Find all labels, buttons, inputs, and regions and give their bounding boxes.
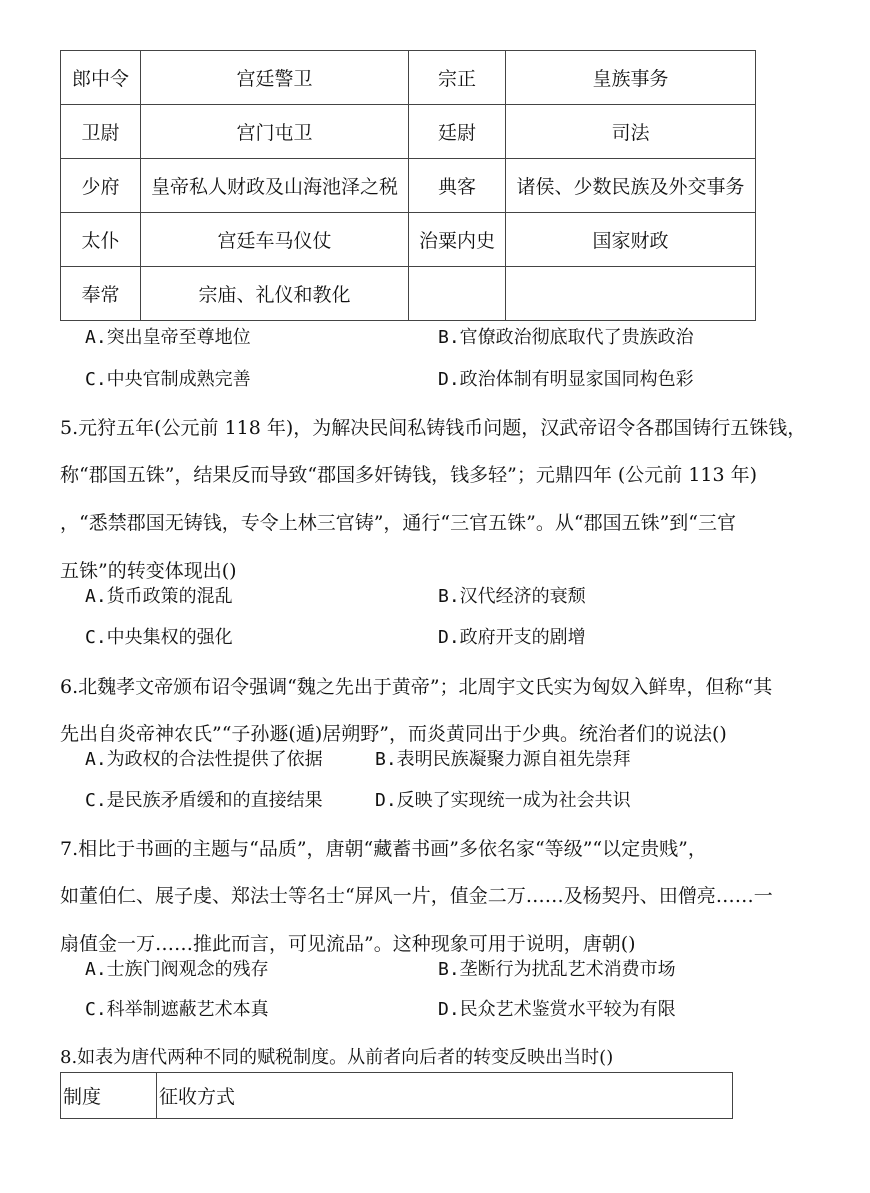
q5-line-4: 五铢”的转变体现出() (60, 560, 237, 582)
q5-option-d: D.政府开支的剧增 (438, 627, 586, 648)
office-duty-cell: 宫门屯卫 (141, 105, 409, 159)
office-duty-cell: 皇帝私人财政及山海池泽之税 (141, 159, 409, 213)
table-row (61, 105, 756, 159)
office-name-cell: 奉常 (61, 267, 141, 321)
officials-table (60, 50, 756, 321)
office-duty-cell: 宗庙、礼仪和教化 (141, 267, 409, 321)
table-header-cell: 征收方式 (157, 1073, 733, 1119)
table-header-cell: 制度 (61, 1073, 157, 1119)
office-duty-cell: 国家财政 (506, 213, 756, 267)
office-duty-cell: 宫廷车马仪仗 (141, 213, 409, 267)
office-duty-cell (506, 267, 756, 321)
q4-option-a: A.突出皇帝至尊地位 (85, 327, 251, 348)
table-row (61, 1073, 733, 1119)
q6-option-d: D.反映了实现统一成为社会共识 (375, 790, 631, 811)
table-row (61, 51, 756, 105)
q5-line-3: ，“悉禁郡国无铸钱，专令上林三官铸”，通行“三官五铢”。从“郡国五铢”到“三官 (60, 512, 736, 534)
office-duty-cell: 皇族事务 (506, 51, 756, 105)
q7-line-1: 7.相比于书画的主题与“品质”，唐朝“藏蓄书画”多依名家“等级”“以定贵贱”， (60, 838, 707, 860)
q8-line-1: 8.如表为唐代两种不同的赋税制度。从前者向后者的转变反映出当时() (60, 1047, 614, 1068)
q7-option-a: A.士族门阀观念的残存 (85, 959, 269, 980)
q6-option-b: B.表明民族凝聚力源自祖先崇拜 (375, 749, 631, 770)
table-row (61, 159, 756, 213)
office-name-cell: 典客 (409, 159, 506, 213)
q6-line-1: 6.北魏孝文帝颁布诏令强调“魏之先出于黄帝”；北周宇文氏实为匈奴入鲜卑，但称“其 (60, 676, 773, 698)
office-name-cell: 廷尉 (409, 105, 506, 159)
tax-system-table (60, 1072, 733, 1119)
office-name-cell: 太仆 (61, 213, 141, 267)
office-duty-cell: 诸侯、少数民族及外交事务 (506, 159, 756, 213)
q7-option-c: C.科举制遮蔽艺术本真 (85, 999, 269, 1020)
q5-line-1: 5.元狩五年(公元前 118 年)，为解决民间私铸钱币问题，汉武帝诏令各郡国铸行五铢钱， (60, 417, 807, 439)
office-name-cell (409, 267, 506, 321)
q5-option-b: B.汉代经济的衰颓 (438, 586, 586, 607)
office-name-cell: 治粟内史 (409, 213, 506, 267)
q6-option-a: A.为政权的合法性提供了依据 (85, 749, 323, 770)
q6-line-2: 先出自炎帝神农氏”“子孙遯(遁)居朔野”，而炎黄同出于少典。统治者们的说法() (60, 723, 727, 745)
table-row (61, 267, 756, 321)
q7-line-2: 如董伯仁、展子虔、郑法士等名士“屏风一片，值金二万……及杨契丹、田僧亮……一 (60, 885, 773, 907)
q5-option-a: A.货币政策的混乱 (85, 586, 233, 607)
office-name-cell: 卫尉 (61, 105, 141, 159)
q6-option-c: C.是民族矛盾缓和的直接结果 (85, 790, 323, 811)
table-row (61, 213, 756, 267)
q7-line-3: 扇值金一万……推此而言，可见流品”。这种现象可用于说明，唐朝() (60, 933, 636, 955)
q7-option-d: D.民众艺术鉴赏水平较为有限 (438, 999, 676, 1020)
office-duty-cell: 司法 (506, 105, 756, 159)
q4-option-d: D.政治体制有明显家国同构色彩 (438, 369, 694, 390)
office-name-cell: 郎中令 (61, 51, 141, 105)
office-name-cell: 少府 (61, 159, 141, 213)
office-name-cell: 宗正 (409, 51, 506, 105)
q5-option-c: C.中央集权的强化 (85, 627, 233, 648)
q7-option-b: B.垄断行为扰乱艺术消费市场 (438, 959, 676, 980)
q4-option-b: B.官僚政治彻底取代了贵族政治 (438, 327, 694, 348)
q4-option-c: C.中央官制成熟完善 (85, 369, 251, 390)
q5-line-2: 称“郡国五铢”，结果反而导致“郡国多奸铸钱，钱多轻”；元鼎四年 (公元前 113 年) (60, 464, 758, 486)
office-duty-cell: 宫廷警卫 (141, 51, 409, 105)
